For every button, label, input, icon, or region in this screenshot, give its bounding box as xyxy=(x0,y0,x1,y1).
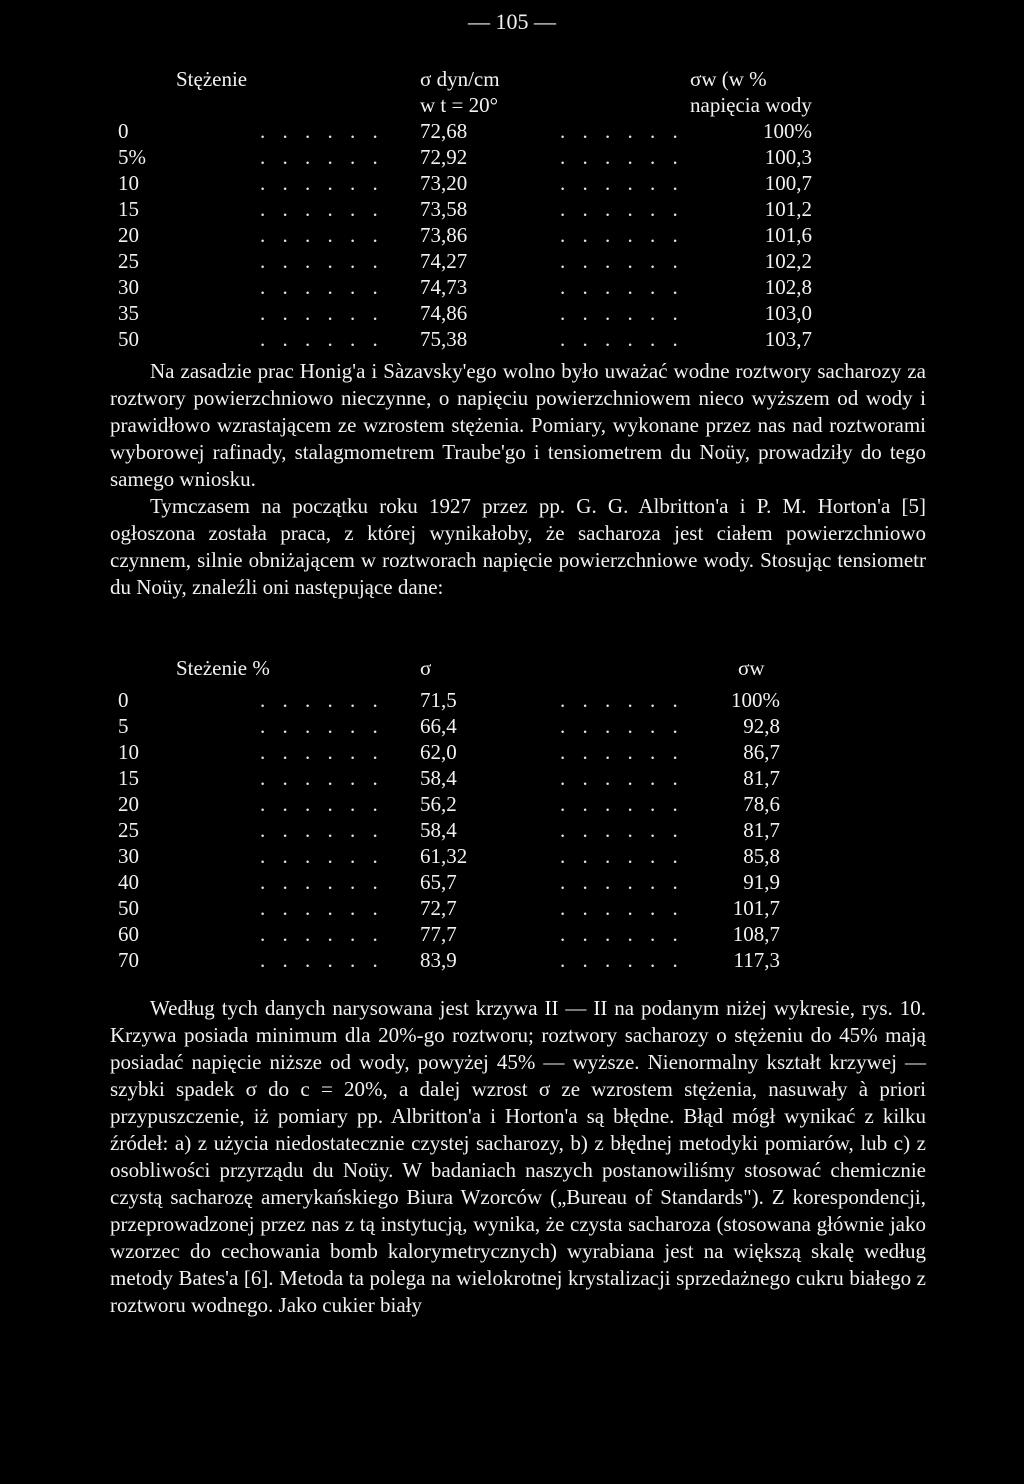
table-row xyxy=(110,739,890,765)
table-row xyxy=(110,274,890,300)
col-header-concentration: Steżenie % xyxy=(176,656,270,680)
cell-sigma-w: 101,7 xyxy=(732,896,780,920)
dot-leader: . . . . . . xyxy=(260,896,384,920)
table-body xyxy=(110,687,890,973)
cell-sigma-w: 101,2 xyxy=(764,197,812,221)
table-row xyxy=(110,921,890,947)
cell-sigma: 72,7 xyxy=(420,896,457,920)
cell-sigma: 72,92 xyxy=(420,145,468,169)
cell-concentration: 15 xyxy=(118,197,139,221)
dot-leader: . . . . . . xyxy=(560,171,684,195)
dot-leader: . . . . . . xyxy=(560,766,684,790)
page-number: — 105 — xyxy=(468,9,556,34)
table-row xyxy=(110,947,890,973)
cell-sigma-w: 100,7 xyxy=(764,171,812,195)
cell-concentration: 50 xyxy=(118,896,139,920)
cell-sigma: 74,73 xyxy=(420,275,468,299)
cell-concentration: 0 xyxy=(118,119,129,143)
cell-concentration: 10 xyxy=(118,740,139,764)
dot-leader: . . . . . . xyxy=(260,740,384,764)
col-header-sigma-w: σw (w % xyxy=(690,67,767,91)
cell-sigma: 75,38 xyxy=(420,327,468,351)
paragraph: Tymczasem na początku roku 1927 przez pp. G. G. Albritton'a i P. M. Horton'a [5] ogłoszona została praca, z której wynikałoby, że sacharoza jest ciałem powierzchniowo czynnem, silnie obniżającem w roztworach napięcie powierzchniowe wody. Stosując tensiometr du Noüy, znaleźli oni następujące dane: xyxy=(110,494,926,599)
dot-leader: . . . . . . xyxy=(260,844,384,868)
dot-leader: . . . . . . xyxy=(560,896,684,920)
cell-sigma-w: 102,8 xyxy=(764,275,812,299)
cell-concentration: 20 xyxy=(118,792,139,816)
dot-leader: . . . . . . xyxy=(260,688,384,712)
dot-leader: . . . . . . xyxy=(260,818,384,842)
table-surface-tension-1 xyxy=(110,66,890,352)
cell-sigma-w: 102,2 xyxy=(764,249,812,273)
cell-concentration: 15 xyxy=(118,766,139,790)
table-row xyxy=(110,791,890,817)
cell-concentration: 25 xyxy=(118,818,139,842)
dot-leader: . . . . . . xyxy=(260,275,384,299)
table-row xyxy=(110,326,890,352)
dot-leader: . . . . . . xyxy=(260,249,384,273)
cell-sigma-w: 92,8 xyxy=(743,714,780,738)
table-row xyxy=(110,144,890,170)
cell-sigma-w: 103,0 xyxy=(764,301,812,325)
dot-leader: . . . . . . xyxy=(260,223,384,247)
cell-sigma-w: 100% xyxy=(763,119,812,143)
table-row xyxy=(110,817,890,843)
cell-sigma: 62,0 xyxy=(420,740,457,764)
cell-sigma-w: 91,9 xyxy=(743,870,780,894)
cell-sigma-w: 85,8 xyxy=(743,844,780,868)
table-row xyxy=(110,869,890,895)
dot-leader: . . . . . . xyxy=(560,792,684,816)
cell-sigma-w: 78,6 xyxy=(743,792,780,816)
cell-concentration: 70 xyxy=(118,948,139,972)
cell-sigma: 72,68 xyxy=(420,119,468,143)
col-header-sigma: σ dyn/cm xyxy=(420,67,500,91)
dot-leader: . . . . . . xyxy=(260,145,384,169)
dot-leader: . . . . . . xyxy=(560,740,684,764)
cell-sigma: 77,7 xyxy=(420,922,457,946)
dot-leader: . . . . . . xyxy=(560,223,684,247)
cell-sigma-w: 117,3 xyxy=(733,948,780,972)
dot-leader: . . . . . . xyxy=(560,870,684,894)
table-header-row xyxy=(110,655,890,681)
table-surface-tension-2 xyxy=(110,655,890,973)
table-row xyxy=(110,895,890,921)
table-header-row xyxy=(110,66,890,92)
dot-leader: . . . . . . xyxy=(260,171,384,195)
table-row xyxy=(110,687,890,713)
dot-leader: . . . . . . xyxy=(260,197,384,221)
dot-leader: . . . . . . xyxy=(260,301,384,325)
table-row xyxy=(110,713,890,739)
cell-concentration: 5% xyxy=(118,145,146,169)
cell-sigma-w: 101,6 xyxy=(764,223,812,247)
cell-concentration: 20 xyxy=(118,223,139,247)
dot-leader: . . . . . . xyxy=(560,948,684,972)
cell-sigma-w: 86,7 xyxy=(743,740,780,764)
cell-sigma: 73,86 xyxy=(420,223,468,247)
dot-leader: . . . . . . xyxy=(560,301,684,325)
table-header-row-2 xyxy=(110,92,890,118)
cell-sigma: 83,9 xyxy=(420,948,457,972)
cell-sigma: 56,2 xyxy=(420,792,457,816)
col-header-concentration: Stężenie xyxy=(176,67,248,91)
cell-sigma: 71,5 xyxy=(420,688,457,712)
cell-sigma-w: 108,7 xyxy=(732,922,780,946)
cell-concentration: 25 xyxy=(118,249,139,273)
cell-concentration: 40 xyxy=(118,870,139,894)
table-row xyxy=(110,248,890,274)
paragraph: Według tych danych narysowana jest krzywa II — II na podanym niżej wykresie, rys. 10. Krzywa posiada minimum dla 20%-go roztworu; roztwory sacharozy o stężeniu do 45% mają posiadać napięcie niższe od wody, powyżej 45% — wyższe. Nienormalny kształt krzywej — szybki spadek σ do c = 20%, a dalej wzrost σ ze wzrostem stężenia, nasuwały à priori przypuszczenie, iż pomiary pp. Albritton'a i Horton'a są błędne. Błąd mógł wynikać z kilku źródeł: a) z użycia niedostatecznie czystej sacharozy, b) z błędnej metodyki pomiarów, lub c) z osobliwości przyrządu du Noüy. W badaniach naszych postanowiliśmy stosować chemicznie czystą sacharozę amerykańskiego Biura Wzorców („Bureau of Standards"). Z korespondencji, przeprowadzonej przez nas z tą instytucją, wynika, że czysta sacharoza (stosowana głównie jako wzorzec do cechowania bomb kalorymetrycznych) wyrabiana jest na większą skalę według metody Bates'a [6]. Metoda ta polega na wielokrotnej krystalizacji sprzedażnego cukru białego z roztworu wodnego. Jako cukier biały xyxy=(110,996,926,1317)
cell-sigma: 73,58 xyxy=(420,197,468,221)
table-row xyxy=(110,222,890,248)
cell-concentration: 50 xyxy=(118,327,139,351)
paragraph: Na zasadzie prac Honig'a i Sàzavsky'ego wolno było uważać wodne roztwory sacharozy za roztwory powierzchniowo nieczynne, o napięciu powierzchniowem nieco wyższem od wody i prawidłowo wzrastającem ze wzrostem stężenia. Pomiary, wykonane przez nas nad roztworami wyborowej rafinady, stalagmometrem Traube'go i tensiometrem du Noüy, prowadziły do tego samego wniosku. xyxy=(110,359,926,491)
dot-leader: . . . . . . xyxy=(260,766,384,790)
dot-leader: . . . . . . xyxy=(260,922,384,946)
dot-leader: . . . . . . xyxy=(560,197,684,221)
cell-sigma: 58,4 xyxy=(420,818,457,842)
body-text-2 xyxy=(110,995,926,1319)
dot-leader: . . . . . . xyxy=(560,844,684,868)
cell-concentration: 35 xyxy=(118,301,139,325)
cell-sigma: 61,32 xyxy=(420,844,468,868)
cell-sigma-w: 81,7 xyxy=(743,818,780,842)
cell-sigma-w: 103,7 xyxy=(764,327,812,351)
cell-concentration: 30 xyxy=(118,275,139,299)
cell-sigma: 74,27 xyxy=(420,249,468,273)
table-body xyxy=(110,118,890,352)
cell-sigma-w: 100% xyxy=(731,688,780,712)
dot-leader: . . . . . . xyxy=(260,948,384,972)
cell-concentration: 60 xyxy=(118,922,139,946)
table-row xyxy=(110,170,890,196)
dot-leader: . . . . . . xyxy=(560,275,684,299)
dot-leader: . . . . . . xyxy=(560,688,684,712)
cell-sigma-w: 81,7 xyxy=(743,766,780,790)
cell-concentration: 5 xyxy=(118,714,129,738)
cell-sigma: 58,4 xyxy=(420,766,457,790)
dot-leader: . . . . . . xyxy=(560,714,684,738)
dot-leader: . . . . . . xyxy=(560,249,684,273)
dot-leader: . . . . . . xyxy=(260,327,384,351)
cell-concentration: 0 xyxy=(118,688,129,712)
col-header-sigma-w: σw xyxy=(738,656,765,680)
cell-sigma: 74,86 xyxy=(420,301,468,325)
table-row xyxy=(110,196,890,222)
col-header-temperature: w t = 20° xyxy=(420,93,498,117)
cell-sigma: 65,7 xyxy=(420,870,457,894)
body-text-1 xyxy=(110,358,926,601)
dot-leader: . . . . . . xyxy=(560,145,684,169)
dot-leader: . . . . . . xyxy=(260,792,384,816)
cell-sigma-w: 100,3 xyxy=(764,145,812,169)
dot-leader: . . . . . . xyxy=(260,119,384,143)
dot-leader: . . . . . . xyxy=(260,870,384,894)
cell-sigma: 66,4 xyxy=(420,714,457,738)
dot-leader: . . . . . . xyxy=(560,922,684,946)
table-row xyxy=(110,765,890,791)
table-row xyxy=(110,843,890,869)
dot-leader: . . . . . . xyxy=(560,327,684,351)
cell-concentration: 30 xyxy=(118,844,139,868)
table-row xyxy=(110,300,890,326)
col-header-water-tension: napięcia wody xyxy=(690,93,812,117)
cell-sigma: 73,20 xyxy=(420,171,468,195)
cell-concentration: 10 xyxy=(118,171,139,195)
dot-leader: . . . . . . xyxy=(560,119,684,143)
dot-leader: . . . . . . xyxy=(560,818,684,842)
table-row xyxy=(110,118,890,144)
col-header-sigma: σ xyxy=(420,656,432,680)
dot-leader: . . . . . . xyxy=(260,714,384,738)
